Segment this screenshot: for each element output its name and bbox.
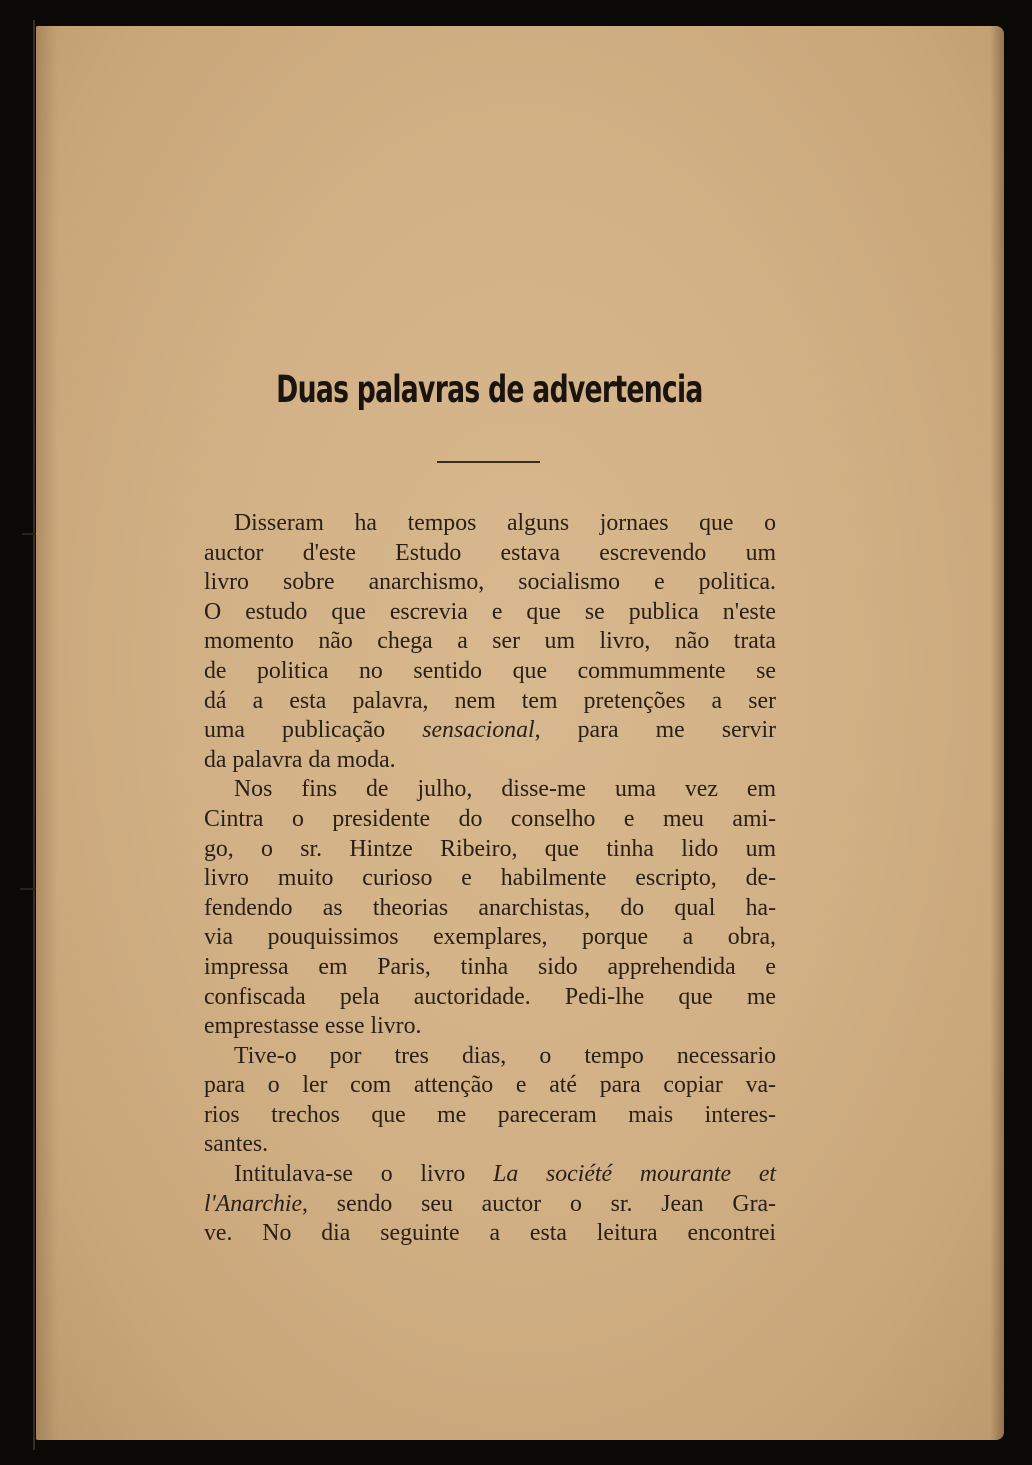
text-segment: dá a esta palavra, nem tem pretenções a ser	[204, 687, 776, 714]
text-segment: uma publicação	[204, 717, 423, 744]
text-line	[204, 1160, 776, 1190]
text-segment: santes.	[204, 1131, 269, 1158]
text-line	[204, 923, 776, 953]
title-rule	[437, 461, 540, 463]
italic-text: l'Anarchie	[204, 1190, 303, 1217]
text-line	[204, 568, 776, 598]
text-segment: ve. No dia seguinte a esta leitura encontrei	[204, 1220, 776, 1247]
text-segment: Intitulava-se o livro	[234, 1161, 494, 1188]
italic-text: La société mourante et	[493, 1161, 776, 1188]
text-line	[204, 1012, 776, 1042]
text-line	[204, 1219, 776, 1249]
text-line	[204, 687, 776, 717]
text-line	[204, 1101, 776, 1131]
text-line	[204, 1130, 776, 1160]
text-segment: fendendo as theorias anarchistas, do qual ha-	[204, 894, 776, 921]
text-segment: momento não chega a ser um livro, não trata	[204, 628, 776, 655]
text-segment: , para me servir	[534, 717, 777, 744]
text-segment: O estudo que escrevia e que se publica n'este	[204, 598, 776, 625]
text-segment: auctor d'este Estudo estava escrevendo um	[204, 539, 776, 566]
text-line	[204, 775, 776, 805]
text-line	[204, 1071, 776, 1101]
binding-edge	[33, 20, 35, 1450]
text-line	[204, 953, 776, 983]
text-segment: Disseram ha tempos alguns jornaes que o	[234, 510, 776, 536]
text-line	[204, 627, 776, 657]
text-line	[204, 894, 776, 924]
text-line	[204, 864, 776, 894]
text-line	[204, 1190, 776, 1220]
text-segment: livro sobre anarchismo, socialismo e politica.	[204, 569, 776, 596]
body-text	[204, 509, 776, 1249]
text-segment: livro muito curioso e habilmente escripto, de-	[204, 865, 776, 892]
italic-text: sensacional	[422, 717, 535, 744]
text-line	[204, 539, 776, 569]
text-segment: go, o sr. Hintze Ribeiro, que tinha lido um	[204, 835, 776, 862]
text-segment: Nos fins de julho, disse-me uma vez em	[234, 776, 776, 803]
text-segment: Cintra o presidente do conselho e meu ami-	[204, 805, 776, 832]
text-segment: , sendo seu auctor o sr. Jean Gra-	[302, 1190, 776, 1217]
text-segment: para o ler com attenção e até para copiar va-	[204, 1072, 776, 1099]
text-line	[204, 1042, 776, 1072]
text-line	[204, 746, 776, 776]
page-title: Duas palavras de advertencia	[276, 368, 703, 411]
text-line	[204, 657, 776, 687]
text-segment: confiscada pela auctoridade. Pedi-lhe que me	[204, 983, 776, 1010]
text-segment: da palavra da moda.	[204, 746, 396, 773]
text-line	[204, 598, 776, 628]
text-segment: via pouquissimos exemplares, porque a obra,	[204, 924, 776, 951]
text-line	[204, 509, 776, 539]
text-line	[204, 835, 776, 865]
text-segment: impressa em Paris, tinha sido apprehendida e	[204, 953, 776, 980]
text-line	[204, 805, 776, 835]
text-line	[204, 983, 776, 1013]
text-segment: Tive-o por tres dias, o tempo necessario	[234, 1042, 776, 1069]
text-line	[204, 716, 776, 746]
text-segment: emprestasse esse livro.	[204, 1013, 422, 1040]
text-segment: rios trechos que me pareceram mais interes-	[204, 1101, 776, 1128]
text-segment: de politica no sentido que commummente se	[204, 657, 776, 684]
